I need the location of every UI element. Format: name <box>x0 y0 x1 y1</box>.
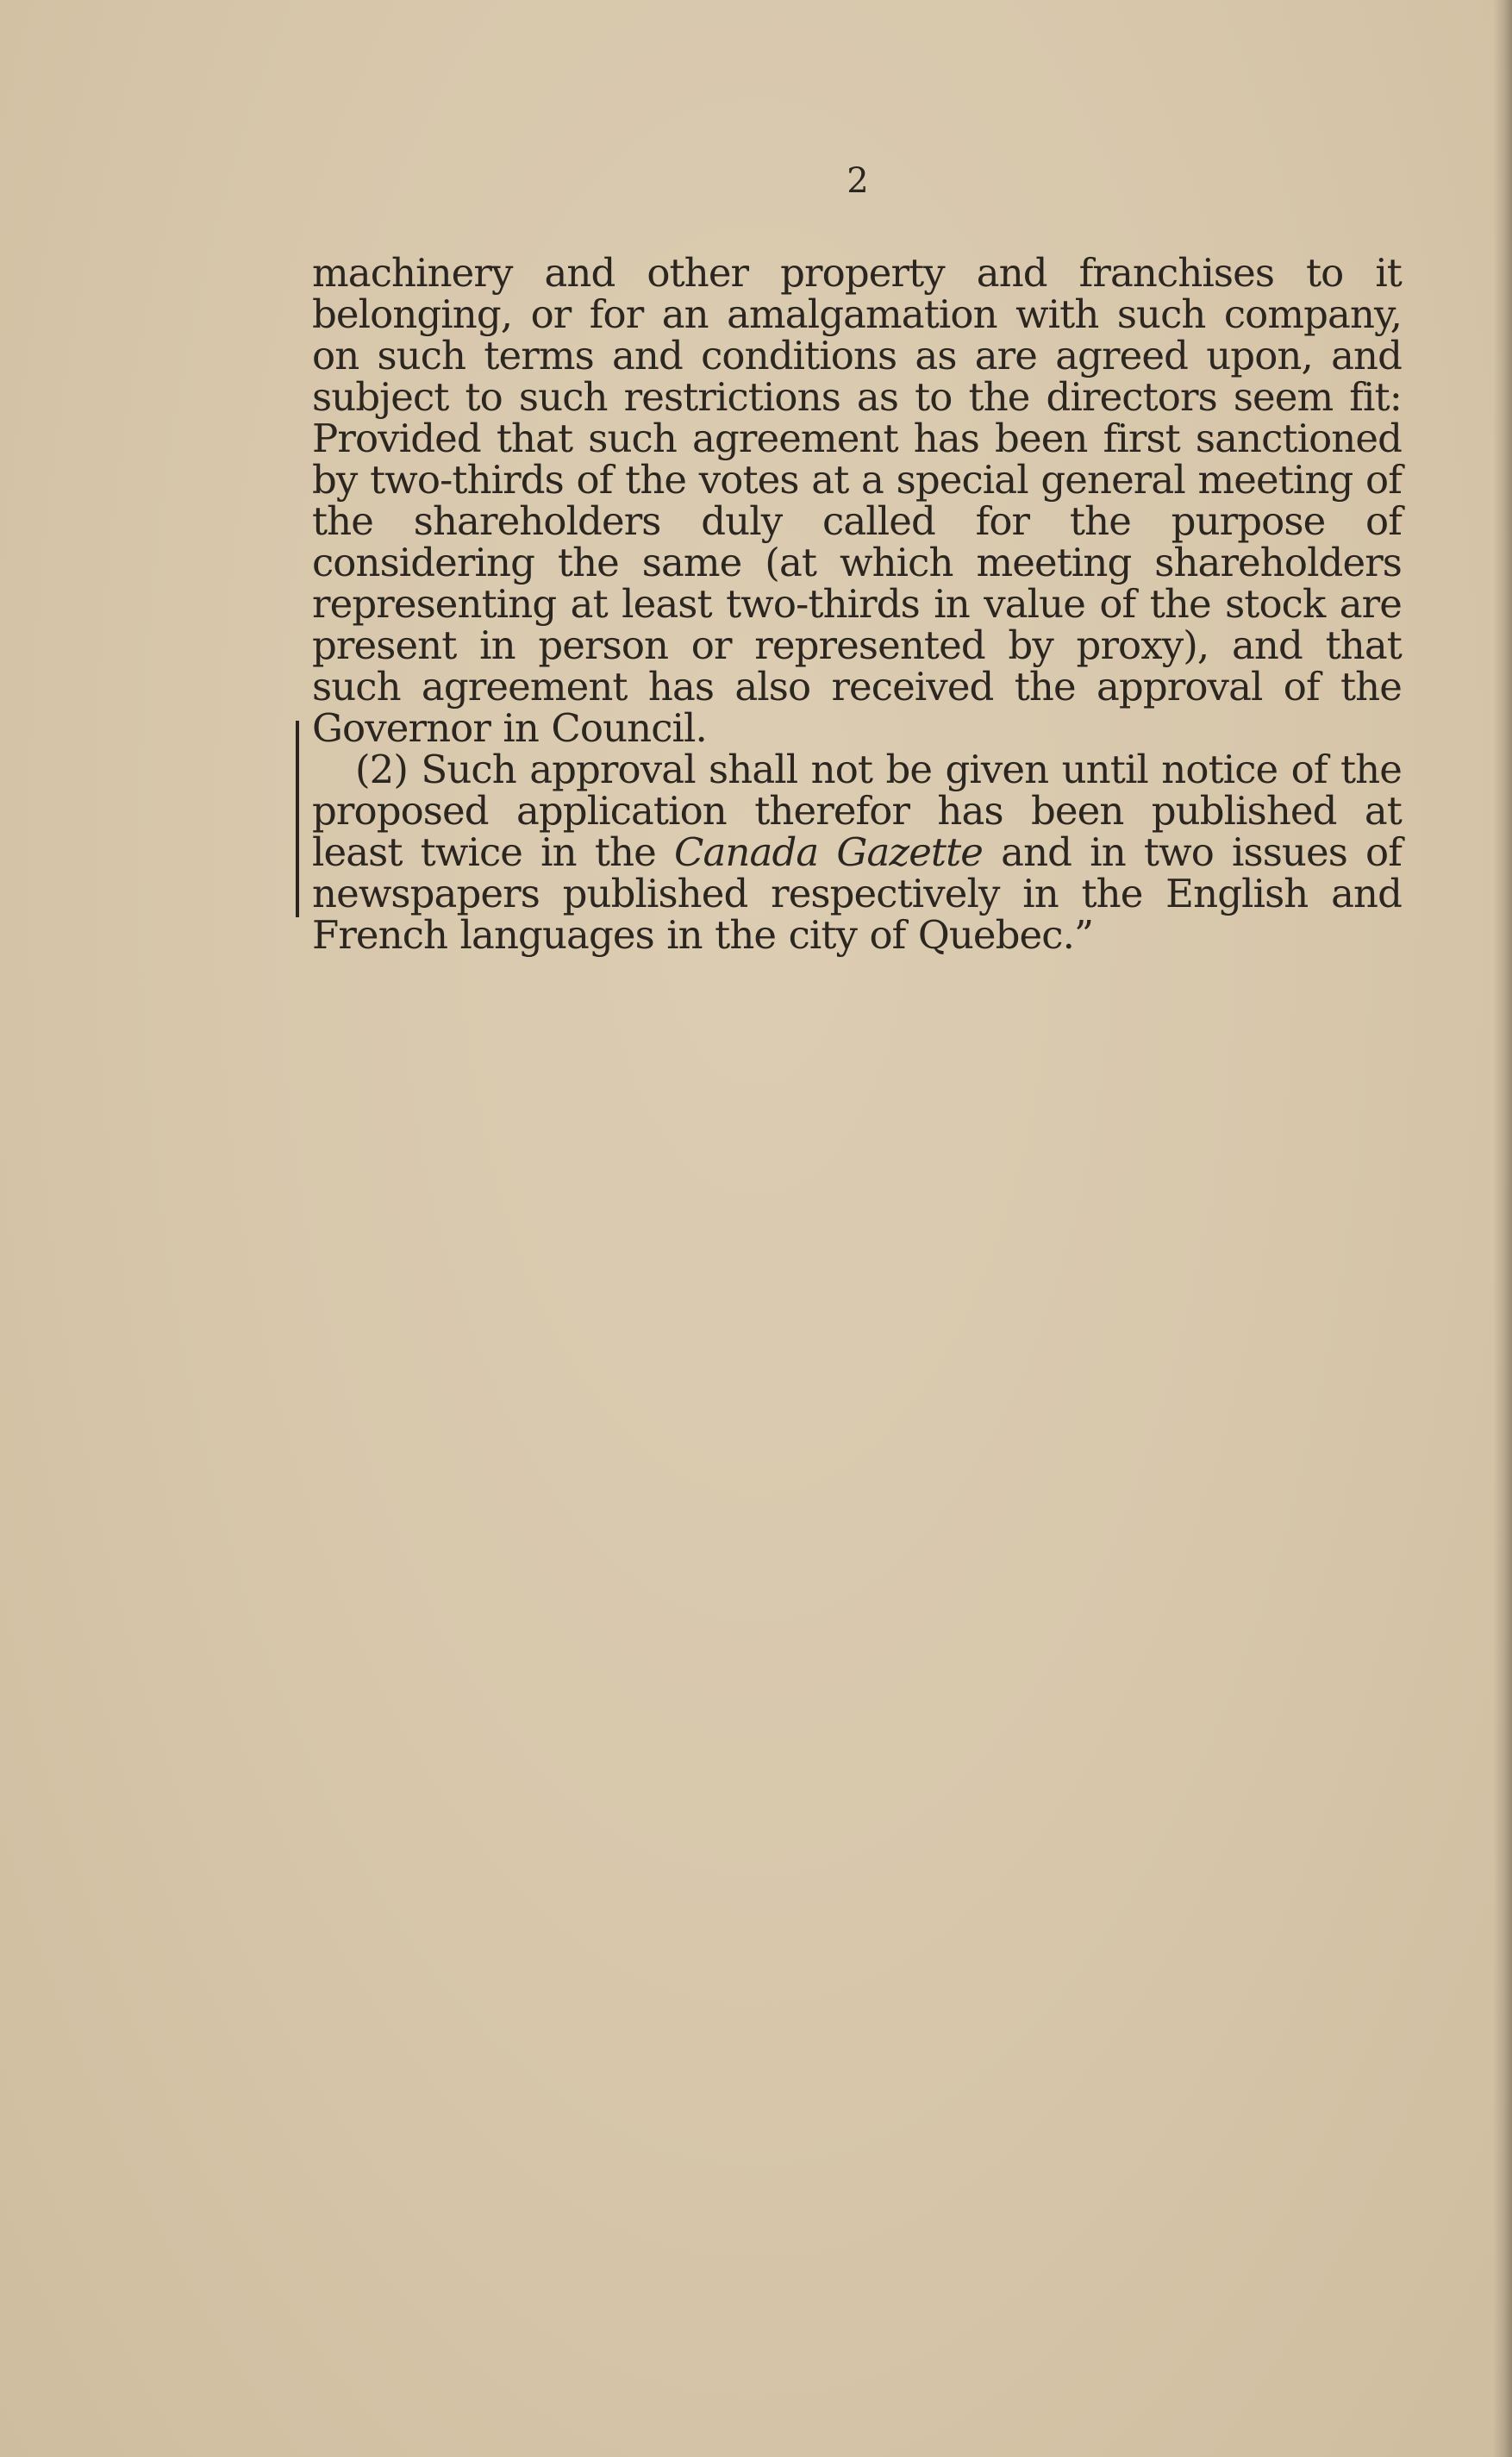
paragraph-1: machinery and other property and franchises to it belonging, or for an amalgamation with such company, on such terms and conditions as are agreed upon, and subject to such restrictions as to the directors seem fit: Provided that such agreement has been first sanctioned by two-thirds of the votes at a special general meeting of the shareholders duly called for the purpose of considering the same (at which meeting shareholders representing at least two-thirds in value of the stock are present in person or represented by proxy), and that such agreement has also received the approval of the Governor in Council. <box>312 250 1402 751</box>
margin-change-bar <box>296 721 299 917</box>
page-number: 2 <box>847 161 869 201</box>
paragraph-2 <box>312 749 1402 956</box>
body-text <box>312 250 1403 958</box>
paragraph-2-text-end: and in two issues of newspapers published respectively in the English and French languages in the city of Quebec.” <box>312 829 1403 958</box>
page-edge-shadow <box>1493 0 1512 2457</box>
publication-title: Canada Gazette <box>673 829 984 875</box>
paragraph-2-text-start: (2) Such approval shall not be given until notice of the proposed application therefor has been published at least twice in the <box>312 747 1402 875</box>
